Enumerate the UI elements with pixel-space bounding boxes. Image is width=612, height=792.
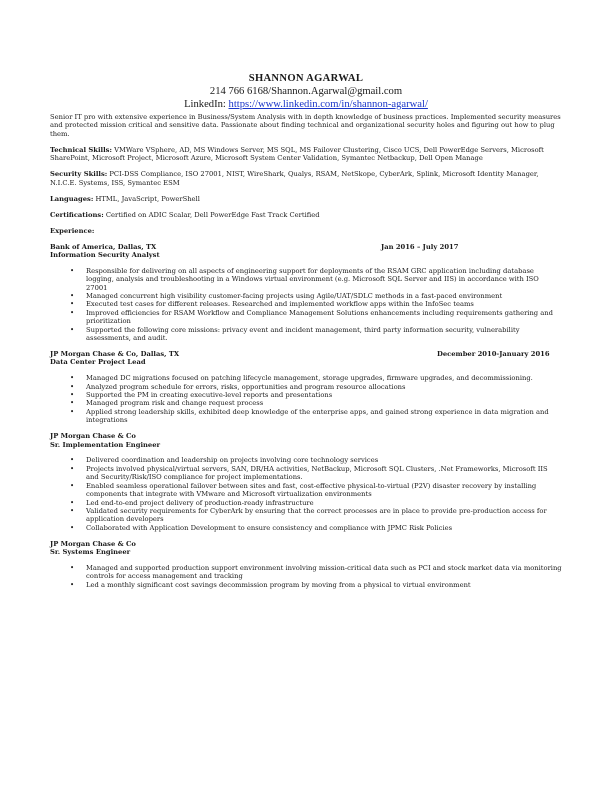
bullet-dot-icon: • [70, 498, 75, 507]
bullet-dot-icon: • [70, 563, 75, 572]
bullet-item [50, 482, 562, 499]
bullet-dot-icon: • [70, 300, 75, 309]
job-title: Information Security Analyst [50, 251, 160, 260]
bullet-text: Led a monthly significant cost savings decommission program by moving from a physical to virtual environment [86, 580, 471, 589]
bullet-dot-icon: • [70, 266, 75, 275]
bullet-text: Executed test cases for different releases. Researched and implemented workflow apps within the InfoSec teams [86, 300, 474, 309]
bullet-item [50, 507, 562, 524]
contact-line: 214 766 6168/Shannon.Agarwal@gmail.com [209, 86, 403, 97]
bullet-dot-icon: • [70, 456, 75, 465]
bullet-item [50, 564, 562, 581]
certifications [50, 211, 562, 219]
bullet-text: Validated security requirements for CyberArk by ensuring that the correct processes are in place to provide pre-production access for application developers [86, 506, 547, 524]
bullet-text: Supported the PM in creating executive-level reports and presentations [86, 391, 333, 400]
job-company: JP Morgan Chase & Co, Dallas, TX [50, 350, 180, 359]
job-entry [50, 243, 562, 343]
job-title: Sr. Implementation Engineer [50, 440, 161, 449]
languages-text: HTML, JavaScript, PowerShell [93, 194, 200, 203]
job-entry [50, 540, 562, 589]
bullet-dot-icon: • [70, 399, 75, 408]
bullet-item [50, 267, 562, 292]
bullet-text: Managed DC migrations focused on patching lifecycle management, storage upgrades, firmware upgrades, and decommissioning. [86, 374, 533, 383]
bullet-dot-icon: • [70, 506, 75, 515]
job-company: JP Morgan Chase & Co [50, 539, 136, 548]
resume-body [50, 113, 562, 589]
resume-header [0, 72, 612, 111]
job-dates: December 2010-January 2016 [437, 350, 550, 359]
bullet-dot-icon: • [70, 464, 75, 473]
job-title: Data Center Project Lead [50, 358, 146, 367]
languages [50, 195, 562, 203]
job-company: Bank of America, Dallas, TX [50, 242, 157, 251]
bullet-item [50, 383, 562, 391]
technical-skills [50, 146, 562, 163]
bullet-dot-icon: • [70, 382, 75, 391]
certifications-label: Certifications: [50, 210, 104, 219]
experience-heading: Experience: [50, 226, 95, 235]
bullet-text: Managed concurrent high visibility customer-facing projects using Agile/UAT/SDLC methods in a fast-paced environment [86, 292, 503, 301]
summary-paragraph: Senior IT pro with extensive experience in Business/System Analysis with in depth knowledge of business practices. Implemented security measures and protected mission critical and sensitive data. Passionate about finding technical and organizational security holes and figuring out how to plug them. [50, 113, 561, 138]
bullet-item [50, 391, 562, 399]
bullet-item [50, 309, 562, 326]
bullet-item [50, 408, 562, 425]
bullet-text: Supported the following core missions: privacy event and incident management, third party information security, vulnerability assessments, and audit. [86, 325, 520, 343]
bullet-text: Led end-to-end project delivery of production-ready infrastructure [86, 498, 314, 507]
bullet-item [50, 499, 562, 507]
linkedin-label: LinkedIn: [184, 99, 229, 110]
bullet-text: Managed program risk and change request process [86, 399, 264, 408]
bullet-item [50, 292, 562, 300]
job-header [50, 350, 562, 358]
bullet-dot-icon: • [70, 292, 75, 301]
job-dates: Jan 2016 – July 2017 [381, 242, 459, 251]
bullet-dot-icon: • [70, 407, 75, 416]
job-header [50, 243, 562, 251]
security-skills-label: Security Skills: [50, 170, 108, 179]
bullet-item [50, 524, 562, 532]
bullet-item [50, 300, 562, 308]
security-skills-text: PCI-DSS Compliance, ISO 27001, NIST, WireShark, Qualys, RSAM, NetSkope, CyberArk, Splink, Microsoft Identity Manager, N.I.C.E. Systems, ISS, Symantec ESM [50, 170, 539, 187]
bullet-dot-icon: • [70, 523, 75, 532]
bullet-text: Collaborated with Application Development to ensure consistency and compliance with JPMC Risk Policies [86, 523, 453, 532]
job-entry [50, 432, 562, 532]
linkedin-line [0, 98, 612, 111]
bullet-text: Managed and supported production support environment involving mission-critical data such as PCI and stock market data via monitoring controls for access management and tracking [86, 563, 562, 581]
job-bullets [50, 564, 562, 589]
job-title: Sr. Systems Engineer [50, 548, 131, 557]
bullet-text: Improved efficiencies for RSAM Workflow and Compliance Management Solutions enhancements including requirements gathering and prioritization [86, 308, 553, 326]
bullet-text: Delivered coordination and leadership on projects involving core technology services [86, 456, 379, 465]
security-skills [50, 170, 562, 187]
bullet-text: Enabled seamless operational failover between sites and fast, cost-effective physical-to-virtual (P2V) disaster recovery by installing components that integrate with VMware and Microsoft virtualization environments [86, 481, 537, 499]
bullet-dot-icon: • [70, 481, 75, 490]
candidate-name: SHANNON AGARWAL [248, 73, 364, 84]
technical-skills-label: Technical Skills: [50, 145, 112, 154]
languages-label: Languages: [50, 194, 94, 203]
bullet-item [50, 465, 562, 482]
bullet-item [50, 399, 562, 407]
certifications-text: Certified on ADIC Scalar, Dell PowerEdge Fast Track Certified [103, 210, 320, 219]
bullet-dot-icon: • [70, 308, 75, 317]
bullet-dot-icon: • [70, 325, 75, 334]
job-entry [50, 350, 562, 425]
job-company: JP Morgan Chase & Co [50, 432, 136, 441]
bullet-text: Analyzed program schedule for errors, risks, opportunities and program resource allocations [86, 382, 406, 391]
bullet-text: Applied strong leadership skills, exhibited deep knowledge of the enterprise apps, and gained strong experience in data migration and integrations [86, 407, 549, 425]
bullet-dot-icon: • [70, 374, 75, 383]
job-bullets [50, 374, 562, 424]
technical-skills-text: VMWare VSphere, AD, MS Windows Server, MS SQL, MS Failover Clustering, Cisco UCS, Dell PowerEdge Servers, Microsoft SharePoint, Microsoft Project, Microsoft Azure, Microsoft System Center Validation, Symantec Netbackup, Dell Open Manage [50, 145, 544, 163]
bullet-item [50, 456, 562, 464]
bullet-dot-icon: • [70, 580, 75, 589]
job-bullets [50, 456, 562, 532]
bullet-dot-icon: • [70, 391, 75, 400]
job-bullets [50, 267, 562, 343]
bullet-text: Responsible for delivering on all aspects of engineering support for deployments of the RSAM GRC application including database logging, analysis and troubleshooting in a Windows virtual environment (e.g. Microsoft SQL Server and IIS) in accordance with ISO 27001 [86, 266, 539, 292]
bullet-item [50, 581, 562, 589]
linkedin-link[interactable]: https://www.linkedin.com/in/shannon-agarwal/ [228, 99, 428, 110]
bullet-text: Projects involved physical/virtual servers, SAN, DR/HA activities, NetBackup, Microsoft SQL Clusters, .Net Frameworks, Microsoft IIS and Security/Risk/ISO compliance for project implementations. [86, 464, 548, 482]
bullet-item [50, 326, 562, 343]
bullet-item [50, 374, 562, 382]
